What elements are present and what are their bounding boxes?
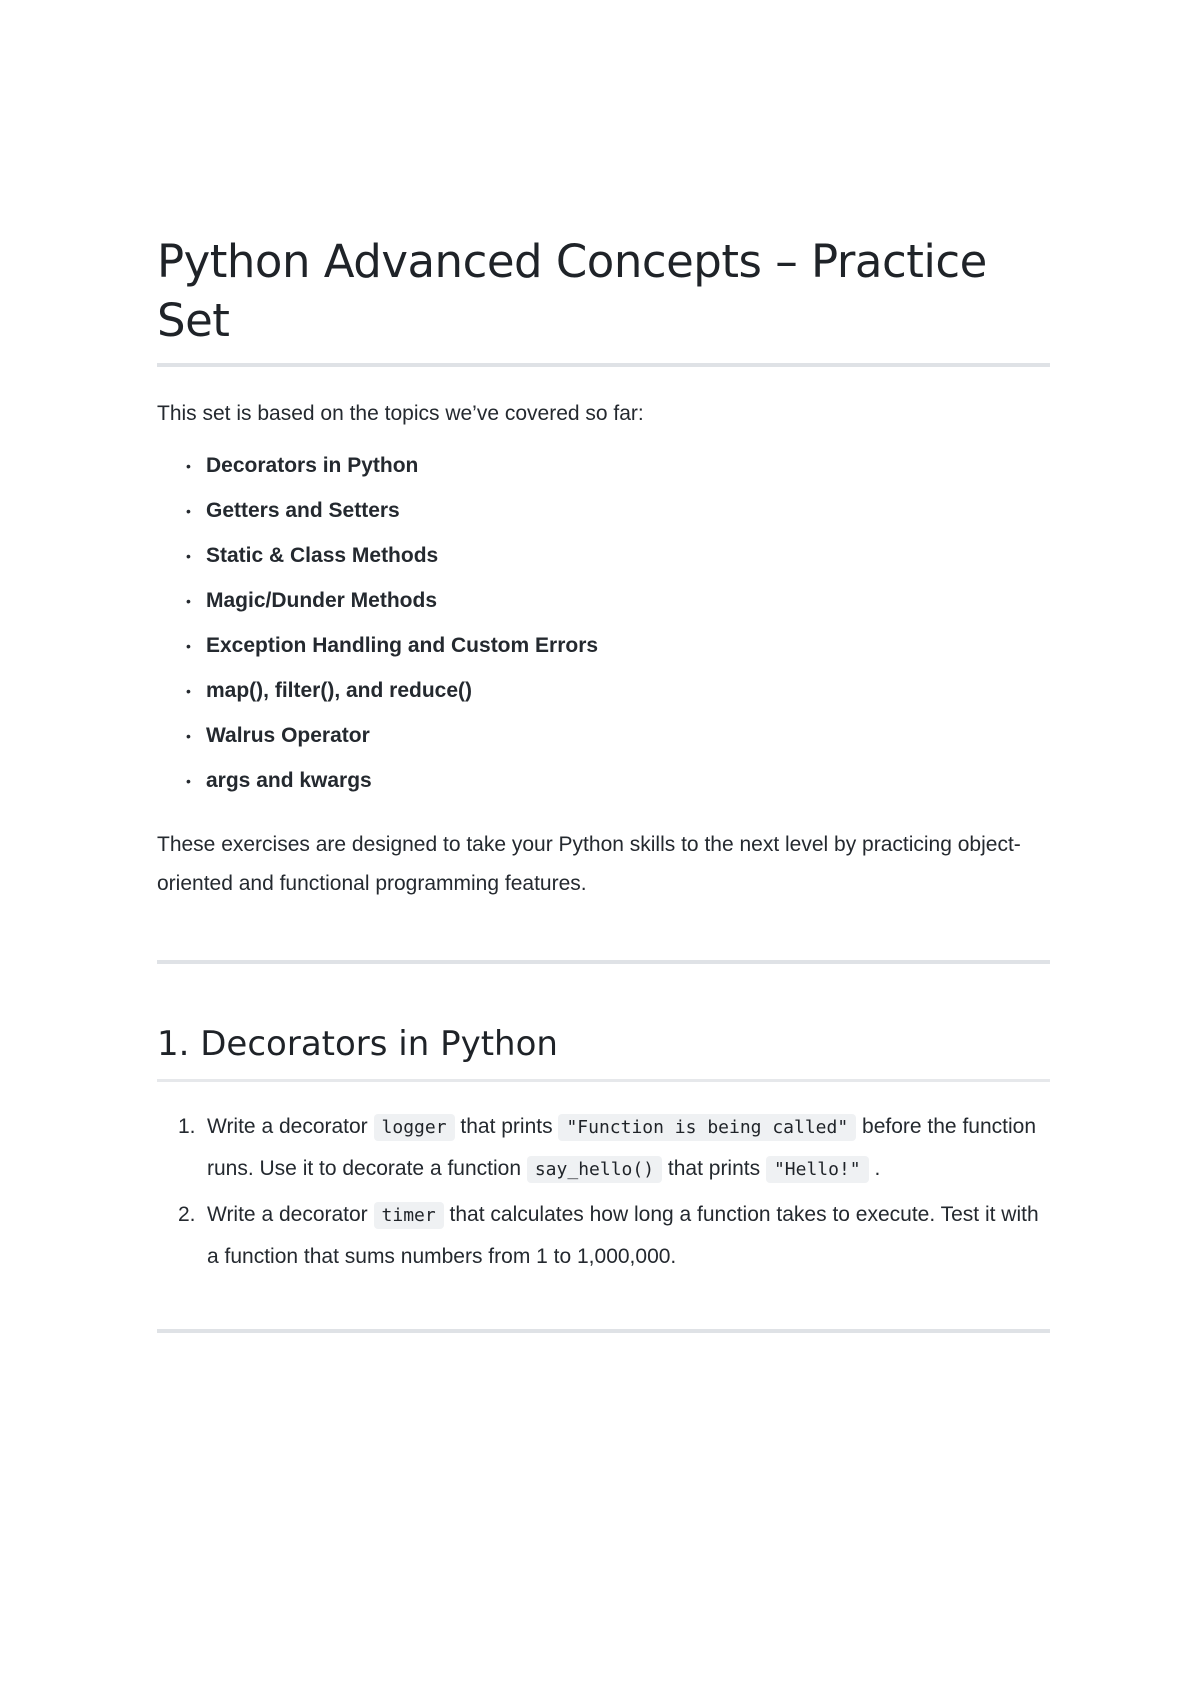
exercise-text: Write a decorator [207, 1203, 374, 1226]
inline-code: say_hello() [527, 1156, 662, 1183]
inline-code: logger [374, 1114, 455, 1141]
list-item [186, 587, 1050, 632]
topic-label: Exception Handling and Custom Errors [206, 634, 599, 657]
item-number: 2. [178, 1203, 196, 1226]
exercise-list [157, 1106, 1050, 1277]
inline-code: "Hello!" [766, 1156, 869, 1183]
topic-label: Static & Class Methods [206, 544, 439, 567]
list-item [186, 632, 1050, 677]
topic-label: Magic/Dunder Methods [206, 589, 438, 612]
topic-label: Decorators in Python [206, 454, 419, 477]
intro-paragraph: This set is based on the topics we’ve covered so far: [157, 402, 644, 425]
topic-label: map(), filter(), and reduce() [206, 679, 473, 702]
item-number: 1. [178, 1115, 196, 1138]
inline-code: timer [374, 1202, 444, 1229]
title-divider [157, 363, 1050, 367]
summary-paragraph: These exercises are designed to take your Python skills to the next level by practicing object-oriented and functional programming features. [157, 833, 1021, 895]
bullet-icon: • [186, 503, 191, 519]
bullet-icon: • [186, 548, 191, 564]
bullet-icon: • [186, 593, 191, 609]
bullet-icon: • [186, 728, 191, 744]
horizontal-rule [157, 960, 1050, 964]
list-item [178, 1106, 1050, 1190]
bullet-icon: • [186, 638, 191, 654]
exercise-text: . [868, 1157, 881, 1180]
list-item [186, 677, 1050, 722]
section-divider [157, 1079, 1050, 1082]
list-item [186, 542, 1050, 587]
topic-label: Getters and Setters [206, 499, 400, 522]
bullet-icon: • [186, 683, 191, 699]
list-item [186, 497, 1050, 542]
document-page [157, 232, 1050, 1333]
topic-list [157, 452, 1050, 812]
horizontal-rule [157, 1329, 1050, 1333]
exercise-text: that prints [662, 1157, 766, 1180]
exercise-text: before the function runs. Use it to decorate a function [207, 1115, 1036, 1180]
bullet-icon: • [186, 458, 191, 474]
inline-code: "Function is being called" [558, 1114, 856, 1141]
list-item [186, 767, 1050, 812]
topic-label: args and kwargs [206, 769, 372, 792]
bullet-icon: • [186, 773, 191, 789]
exercise-text: that prints [454, 1115, 559, 1138]
document-title: Python Advanced Concepts – Practice Set [157, 235, 987, 347]
exercise-text: that calculates how long a function takes to execute. Test it with a function that sums numbers from 1 to 1,000,000. [207, 1203, 1039, 1268]
section-heading: 1. Decorators in Python [157, 1024, 558, 1064]
exercise-text: Write a decorator [207, 1115, 374, 1138]
list-item [186, 722, 1050, 767]
topic-label: Walrus Operator [206, 724, 370, 747]
list-item [178, 1194, 1050, 1277]
list-item [186, 452, 1050, 497]
